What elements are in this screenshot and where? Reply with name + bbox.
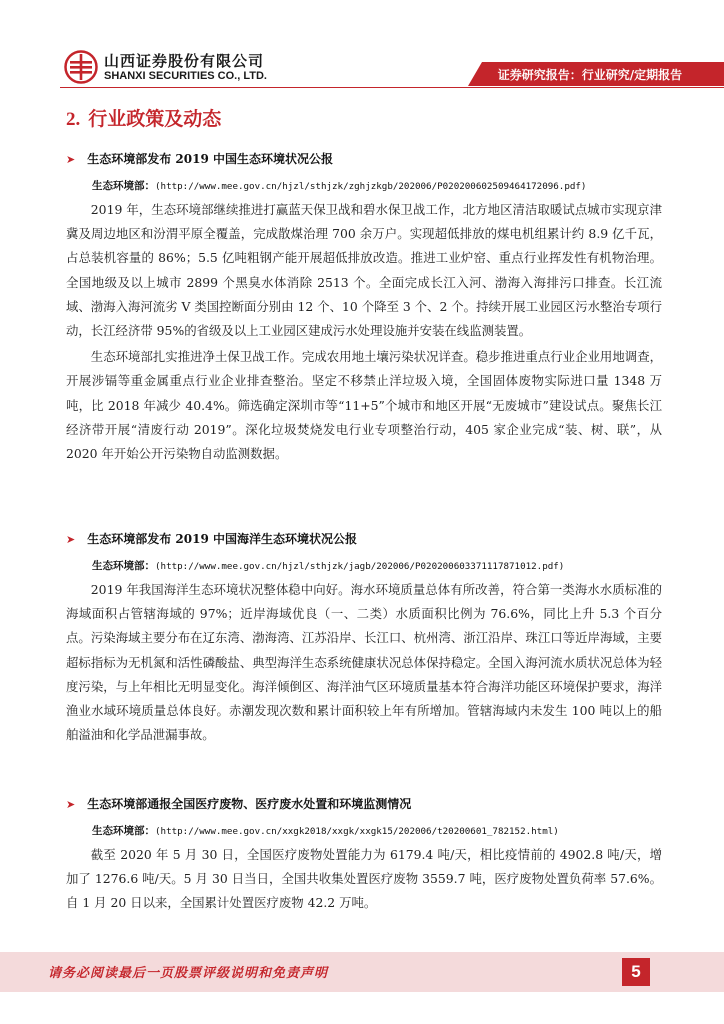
news-source	[92, 823, 662, 839]
source-url-link[interactable]: (http://www.mee.gov.cn/hjzl/sthjzk/jagb/202006/P020200603371117871012.pdf)	[155, 561, 565, 572]
page-number: 5	[622, 958, 650, 986]
news-paragraph: 2019 年，生态环境部继续推进打赢蓝天保卫战和碧水保卫战工作，北方地区清洁取暖试点城市实现京津冀及周边地区和汾渭平原全覆盖，完成散煤治理 700 余万户。实现超低排放的煤电机组累计约 8.9 亿千瓦，占总装机容量的 86%；5.5 亿吨粗钢产能开展超低排放改造。推进工业炉窑、重点行业挥发性有机物治理。全国地级及以上城市 2899 个黑臭水体消除 2513 个。全面完成长江入河、渤海入海排污口排查。长江流域、渤海入海河流劣 V 类国控断面分别由 12 个、10 个降至 3 个、2 个。持续开展工业园区污水整治专项行动，长江经济带 95%的省级及以上工业园区建成污水处理设施并安装在线监测装置。	[66, 202, 662, 339]
source-label: 生态环境部：	[92, 560, 155, 572]
section-title	[66, 104, 221, 131]
news-title-text: 生态环境部通报全国医疗废物、医疗废水处置和环境监测情况	[87, 797, 412, 811]
news-title-text: 生态环境部发布 2019 中国生态环境状况公报	[87, 152, 333, 166]
section-title-text: 行业政策及动态	[88, 108, 222, 130]
news-title	[66, 795, 662, 813]
news-paragraph: 截至 2020 年 5 月 30 日，全国医疗废物处置能力为 6179.4 吨/天，相比疫情前的 4902.8 吨/天，增加了 1276.6 吨/天。5 月 30 日当日，全国共收集处置医疗废物 3559.7 吨，医疗废物处置负荷率 57.6%。自 1 月 20 日以来，全国累计处置医疗废物 42.2 万吨。	[66, 847, 662, 911]
news-title	[66, 150, 662, 168]
company-name-cn: 山西证券股份有限公司	[104, 52, 265, 70]
bullet-arrow-icon: ➤	[66, 153, 76, 166]
page-header	[0, 0, 724, 92]
source-url-link[interactable]: (http://www.mee.gov.cn/hjzl/sthjzk/zghjzkgb/202006/P020200602509464172096.pdf)	[155, 181, 587, 192]
source-label: 生态环境部：	[92, 825, 155, 837]
news-item	[66, 150, 662, 466]
report-type-label: 证券研究报告：行业研究/定期报告	[497, 68, 683, 82]
company-name-en: SHANXI SECURITIES CO., LTD.	[104, 70, 267, 82]
news-source	[92, 178, 662, 194]
news-paragraph: 2019 年我国海洋生态环境状况整体稳中向好。海水环境质量总体有所改善，符合第一类海水水质标准的海域面积占管辖海域的 97%；近岸海域优良（一、二类）水质面积比例为 76.6%，同比上升 5.3 个百分点。污染海域主要分布在辽东湾、渤海湾、江苏沿岸、长江口、杭州湾、浙江沿岸、珠江口等近岸海域，主要超标指标为无机氮和活性磷酸盐、典型海洋生态系统健康状况总体保持稳定。全国入海河流水质状况总体为轻度污染，与上年相比无明显变化。海洋倾倒区、海洋油气区环境质量基本符合海洋功能区环境保护要求，海洋渔业水域环境质量总体良好。赤潮发现次数和累计面积较上年有所增加。管辖海域内未发生 100 吨以上的船舶溢油和化学品泄漏事故。	[66, 582, 662, 743]
news-title	[66, 530, 662, 548]
news-item	[66, 530, 662, 747]
shanxi-securities-logo-icon	[64, 50, 98, 84]
source-url-link[interactable]: (http://www.mee.gov.cn/xxgk2018/xxgk/xxgk15/202006/t20200601_782152.html)	[155, 826, 559, 837]
news-source	[92, 558, 662, 574]
header-divider	[60, 87, 724, 88]
footer-disclaimer: 请务必阅读最后一页股票评级说明和免责声明	[48, 966, 329, 981]
source-label: 生态环境部：	[92, 180, 155, 192]
news-title-text: 生态环境部发布 2019 中国海洋生态环境状况公报	[87, 532, 357, 546]
news-paragraph: 生态环境部扎实推进净土保卫战工作。完成农用地土壤污染状况详查。稳步推进重点行业企业用地调查，开展涉镉等重金属重点行业企业排查整治。坚定不移禁止洋垃圾入境，全国固体废物实际进口量 1348 万吨，比 2018 年减少 40.4%。筛选确定深圳市等“11+5”个城市和地区开展“无废城市”建设试点。聚焦长江经济带开展“清废行动 2019”。深化垃圾焚烧发电行业专项整治行动，405 家企业完成“装、树、联”，从 2020 年开始公开污染物自动监测数据。	[66, 349, 662, 462]
bullet-arrow-icon: ➤	[66, 533, 76, 546]
section-number: 2.	[66, 109, 81, 130]
bullet-arrow-icon: ➤	[66, 798, 76, 811]
news-item	[66, 795, 662, 916]
